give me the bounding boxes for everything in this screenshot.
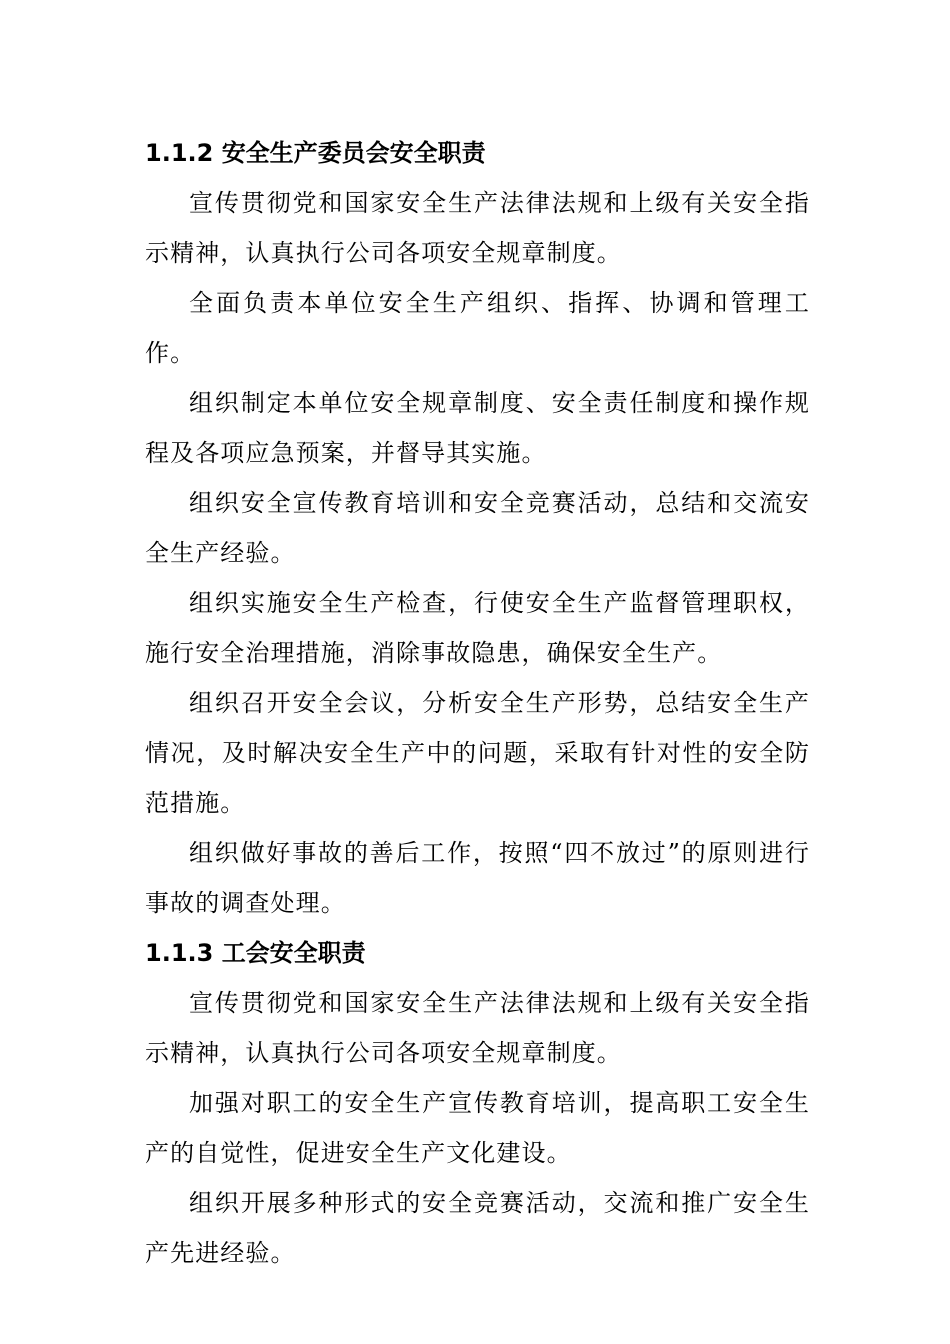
paragraph: 组织做好事故的善后工作，按照“四不放过”的原则进行事故的调查处理。	[145, 839, 810, 917]
paragraph: 加强对职工的安全生产宣传教育培训，提高职工安全生产的自觉性，促进安全生产文化建设。	[145, 1089, 810, 1167]
paragraph: 宣传贯彻党和国家安全生产法律法规和上级有关安全指示精神，认真执行公司各项安全规章制度。	[145, 989, 810, 1067]
section-heading-1-1-2: 1.1.2 安全生产委员会安全职责	[145, 139, 486, 167]
paragraph: 全面负责本单位安全生产组织、指挥、协调和管理工作。	[145, 289, 810, 367]
paragraph: 组织安全宣传教育培训和安全竞赛活动，总结和交流安全生产经验。	[145, 489, 810, 567]
section-heading-1-1-3: 1.1.3 工会安全职责	[145, 939, 366, 967]
paragraph: 组织召开安全会议，分析安全生产形势，总结安全生产情况，及时解决安全生产中的问题，采取有针对性的安全防范措施。	[145, 689, 810, 817]
paragraph: 宣传贯彻党和国家安全生产法律法规和上级有关安全指示精神，认真执行公司各项安全规章制度。	[145, 189, 810, 267]
document-body	[145, 128, 810, 1278]
paragraph: 组织开展多种形式的安全竞赛活动，交流和推广安全生产先进经验。	[145, 1189, 810, 1267]
paragraph: 组织制定本单位安全规章制度、安全责任制度和操作规程及各项应急预案，并督导其实施。	[145, 389, 810, 467]
paragraph: 组织实施安全生产检查，行使安全生产监督管理职权，施行安全治理措施，消除事故隐患，确保安全生产。	[145, 589, 810, 667]
